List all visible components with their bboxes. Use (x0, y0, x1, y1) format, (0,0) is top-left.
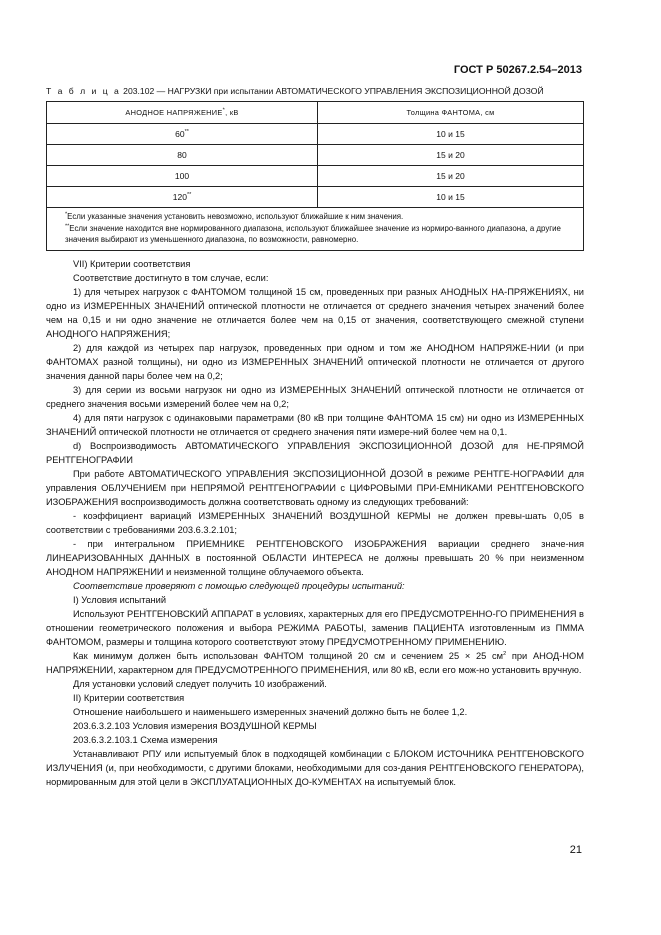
phantom-paragraph: Как минимум должен быть использован ФАНТОМ толщиной 20 см и сечением 25 × 25 $см^2$ при АНОД-НОМ НАПРЯЖЕНИИ, характерном для ПРЕДУСМОТРЕННОГО ПРИМЕНЕНИЯ, или 80 кВ, если его мож-но установить вручную. (46, 650, 584, 675)
paragraph: 3) для серии из восьми нагрузок ни одно из ИЗМЕРЕННЫХ ЗНАЧЕНИЙ оптической плотности не отличается от среднего значения восьми измерений более чем на 0,2; (46, 385, 584, 409)
table-row (47, 187, 584, 208)
section-heading: 203.6.3.2.103.1 Схема измерения (73, 735, 218, 745)
thickness-cell: 10 и 15 (318, 124, 584, 145)
paragraph: I) Условия испытаний (73, 595, 167, 605)
voltage-cell: 60** (47, 124, 318, 145)
caption-text: 203.102 — НАГРУЗКИ при испытании АВТОМАТИЧЕСКОГО УПРАВЛЕНИЯ ЭКСПОЗИЦИОННОЙ ДОЗОЙ (120, 86, 544, 96)
section-heading: 203.6.3.2.103 Условия измерения ВОЗДУШНОЙ КЕРМЫ (73, 721, 317, 731)
loads-table (46, 101, 584, 251)
body-text (46, 257, 584, 789)
paragraph: d) Воспроизводимость АВТОМАТИЧЕСКОГО УПРАВЛЕНИЯ ЭКСПОЗИЦИОННОЙ ДОЗОЙ для НЕ-ПРЯМОЙ РЕНТГЕНОГРАФИИ (46, 441, 584, 465)
table-row (47, 124, 584, 145)
table-footnotes (47, 208, 584, 251)
page-number: 21 (569, 844, 582, 856)
paragraph: - коэффициент вариаций ИЗМЕРЕННЫХ ЗНАЧЕНИЙ ВОЗДУШНОЙ КЕРМЫ не должен превы-шать 0,05 в соответствии с требованиями 203.6.3.2.101; (46, 511, 584, 535)
col-header-voltage: АНОДНОЕ НАПРЯЖЕНИЕ*, кВ (47, 102, 318, 124)
paragraph: При работе АВТОМАТИЧЕСКОГО УПРАВЛЕНИЯ ЭКСПОЗИЦИОННОЙ ДОЗОЙ в режиме РЕНТГЕ-НОГРАФИИ для управления ОБЛУЧЕНИЕМ при НЕПРЯМОЙ РЕНТГЕНОГРАФИИ с ЦИФРОВЫМИ ПРИ-ЕМНИКАМИ РЕНТГЕНОВСКОГО ИЗОБРАЖЕНИЯ воспроизводимость должна соответствовать одному из следующих требований: (46, 469, 584, 507)
footnote-2: **Если значение находится вне нормированного диапазона, используют ближайшее значение из нормиро-ванного диапазона, а другие значения выбирают из уменьшенного диапазона, по возможности, равномерно. (65, 222, 561, 244)
paragraph: Соответствие достигнуто в том случае, если: (73, 273, 269, 283)
paragraph: 2) для каждой из четырех пар нагрузок, проведенных при одном и том же АНОДНОМ НАПРЯЖЕ-НИИ (и при ФАНТОМАХ разной толщины), ни одно из ИЗМЕРЕННЫХ ЗНАЧЕНИЙ оптической плотности не отличается от другого значения данной пары более чем на 0,2; (46, 343, 584, 381)
voltage-cell: 120** (47, 187, 318, 208)
paragraph: Для установки условий следует получить 10 изображений. (73, 679, 327, 689)
table-caption (46, 86, 616, 96)
paragraph: VII) Критерии соответствия (73, 259, 191, 269)
procedure-line: Соответствие проверяют с помощью следующей процедуры испытаний: (73, 581, 405, 591)
table-row (47, 166, 584, 187)
col-header-thickness: Толщина ФАНТОМА, см (318, 102, 584, 124)
paragraph: - при интегральном ПРИЕМНИКЕ РЕНТГЕНОВСКОГО ИЗОБРАЖЕНИЯ вариации среднего значе-ния ЛИНЕАРИЗОВАННЫХ ДАННЫХ в постоянной ОБЛАСТИ ИНТЕРЕСА не должны превышать 20 % при неизменном АНОДНОМ НАПРЯЖЕНИИ и неизменной толщине облучаемого объекта. (46, 539, 584, 577)
thickness-cell: 15 и 20 (318, 145, 584, 166)
footnote-1: *Если указанные значения установить невозможно, используют ближайшие к ним значения. (65, 211, 404, 221)
document-header: ГОСТ Р 50267.2.54–2013 (453, 64, 582, 76)
paragraph: II) Критерии соответствия (73, 693, 185, 703)
paragraph: 4) для пяти нагрузок с одинаковыми параметрами (80 кВ при толщине ФАНТОМА 15 см) ни одно из ИЗМЕРЕННЫХ ЗНАЧЕНИЙ оптической плотности не отличается от среднего значения пяти измере-ний более чем на 0,1. (46, 413, 584, 437)
thickness-cell: 10 и 15 (318, 187, 584, 208)
table-footnotes-row (47, 208, 584, 251)
table-row (47, 145, 584, 166)
table-header-row (47, 102, 584, 124)
paragraph: Используют РЕНТГЕНОВСКИЙ АППАРАТ в условиях, характерных для его ПРЕДУСМОТРЕННО-ГО ПРИМЕНЕНИЯ в отношении геометрического положения и выбора РЕЖИМА РАБОТЫ, заменив ПАЦИЕНТА изготовленным из ПММА ФАНТОМОМ, размеры и толщина которого соответствуют этому ПРЕДУСМОТРЕННОМУ ПРИМЕНЕНИЮ. (46, 609, 584, 647)
paragraph: 1) для четырех нагрузок с ФАНТОМОМ толщиной 15 см, проведенных при разных АНОДНЫХ НА-ПРЯЖЕНИЯХ, ни одно из ИЗМЕРЕННЫХ ЗНАЧЕНИЙ оптической плотности не отличается от среднего значения четырех значений более чем на 0,15 и ни одно значение не отличается более чем на 0,15 от значения, соответствующего смежной ступени АНОДНОГО НАПРЯЖЕНИЯ; (46, 287, 584, 339)
thickness-cell: 15 и 20 (318, 166, 584, 187)
voltage-cell: 100 (47, 166, 318, 187)
caption-label: Т а б л и ц а (46, 86, 121, 96)
paragraph: Устанавливают РПУ или испытуемый блок в подходящей комбинации с БЛОКОМ ИСТОЧНИКА РЕНТГЕНОВСКОГО ИЗЛУЧЕНИЯ (и, при необходимости, с другими блоками, необходимыми для соз-дания РЕНТГЕНОВСКОГО ГЕНЕРАТОРА), нормированным для этой цели в ЭКСПЛУАТАЦИОННЫХ ДО-КУМЕНТАХ на испытуемый блок. (46, 749, 584, 787)
paragraph: Отношение наибольшего и наименьшего измеренных значений должно быть не более 1,2. (73, 707, 468, 717)
voltage-cell: 80 (47, 145, 318, 166)
